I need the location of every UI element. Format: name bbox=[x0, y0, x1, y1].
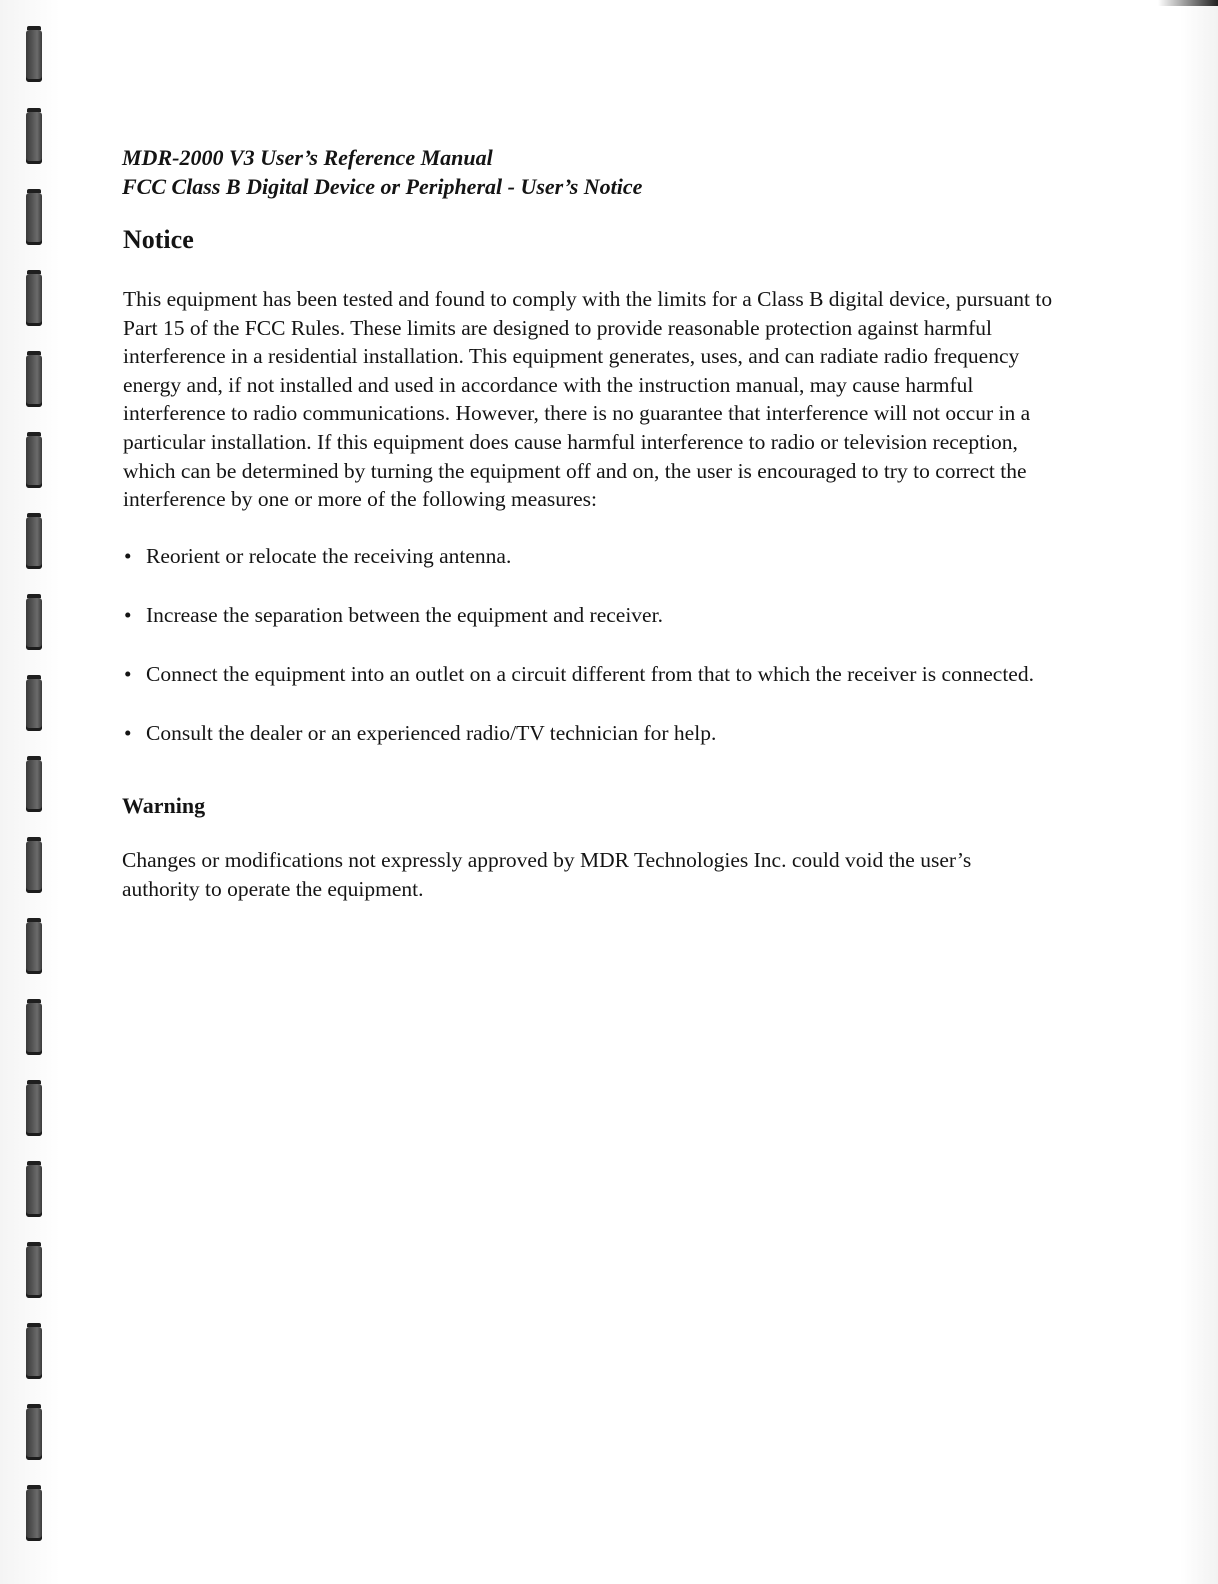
binding-hole bbox=[26, 598, 42, 650]
warning-paragraph: Changes or modifications not expressly approved by MDR Technologies Inc. could void the user’s authority to operate the equipment. bbox=[122, 847, 972, 901]
binding-hole bbox=[26, 760, 42, 812]
binding-hole bbox=[26, 355, 42, 407]
binding-hole bbox=[26, 274, 42, 326]
list-item-text: Connect the equipment into an outlet on a circuit different from that to which the receiver is connected. bbox=[146, 661, 1034, 686]
binding-hole bbox=[26, 1489, 42, 1541]
binding-hole bbox=[26, 1246, 42, 1298]
measures-list bbox=[122, 542, 1072, 748]
manual-title: MDR-2000 V3 User’s Reference Manual bbox=[122, 145, 493, 170]
warning-heading: Warning bbox=[122, 792, 206, 818]
binding-hole bbox=[26, 436, 42, 488]
binding-hole bbox=[26, 1084, 42, 1136]
list-item bbox=[122, 601, 1066, 630]
binding-hole bbox=[26, 922, 42, 974]
binding-hole bbox=[26, 1327, 42, 1379]
manual-subtitle: FCC Class B Digital Device or Peripheral - User’s Notice bbox=[122, 174, 643, 199]
binding-hole bbox=[26, 1408, 42, 1460]
binding-hole bbox=[26, 1165, 42, 1217]
scan-edge-shadow bbox=[1158, 0, 1218, 6]
list-item bbox=[122, 660, 1066, 689]
list-item-text: Reorient or relocate the receiving antenna. bbox=[146, 543, 512, 568]
bullet-icon: • bbox=[124, 602, 132, 627]
list-item-text: Increase the separation between the equipment and receiver. bbox=[146, 602, 663, 627]
list-item bbox=[122, 719, 1066, 748]
binding-hole bbox=[26, 30, 42, 82]
binding-holes bbox=[26, 0, 46, 1584]
document-content bbox=[122, 143, 1072, 904]
binding-hole bbox=[26, 841, 42, 893]
list-item bbox=[122, 542, 1066, 571]
bullet-icon: • bbox=[124, 543, 132, 568]
binding-hole bbox=[26, 679, 42, 731]
list-item-text: Consult the dealer or an experienced radio/TV technician for help. bbox=[146, 720, 717, 745]
bullet-icon: • bbox=[124, 661, 132, 686]
notice-heading: Notice bbox=[123, 225, 194, 254]
binding-hole bbox=[26, 112, 42, 164]
binding-hole bbox=[26, 517, 42, 569]
bullet-icon: • bbox=[124, 720, 132, 745]
binding-hole bbox=[26, 1003, 42, 1055]
notice-paragraph: This equipment has been tested and found to comply with the limits for a Class B digital device, pursuant to Part 15 of the FCC Rules. These limits are designed to provide reasonable protection against harmful interference in a residential installation. This equipment generates, uses, and can radiate radio frequency energy and, if not installed and used in accordance with the instruction manual, may cause harmful interference to radio communications. However, there is no guarantee that interference will not occur in a particular installation. If this equipment does cause harmful interference to radio or television reception, which can be determined by turning the equipment off and on, the user is encouraged to try to correct the interference by one or more of the following measures: bbox=[123, 287, 1053, 512]
binding-hole bbox=[26, 193, 42, 245]
